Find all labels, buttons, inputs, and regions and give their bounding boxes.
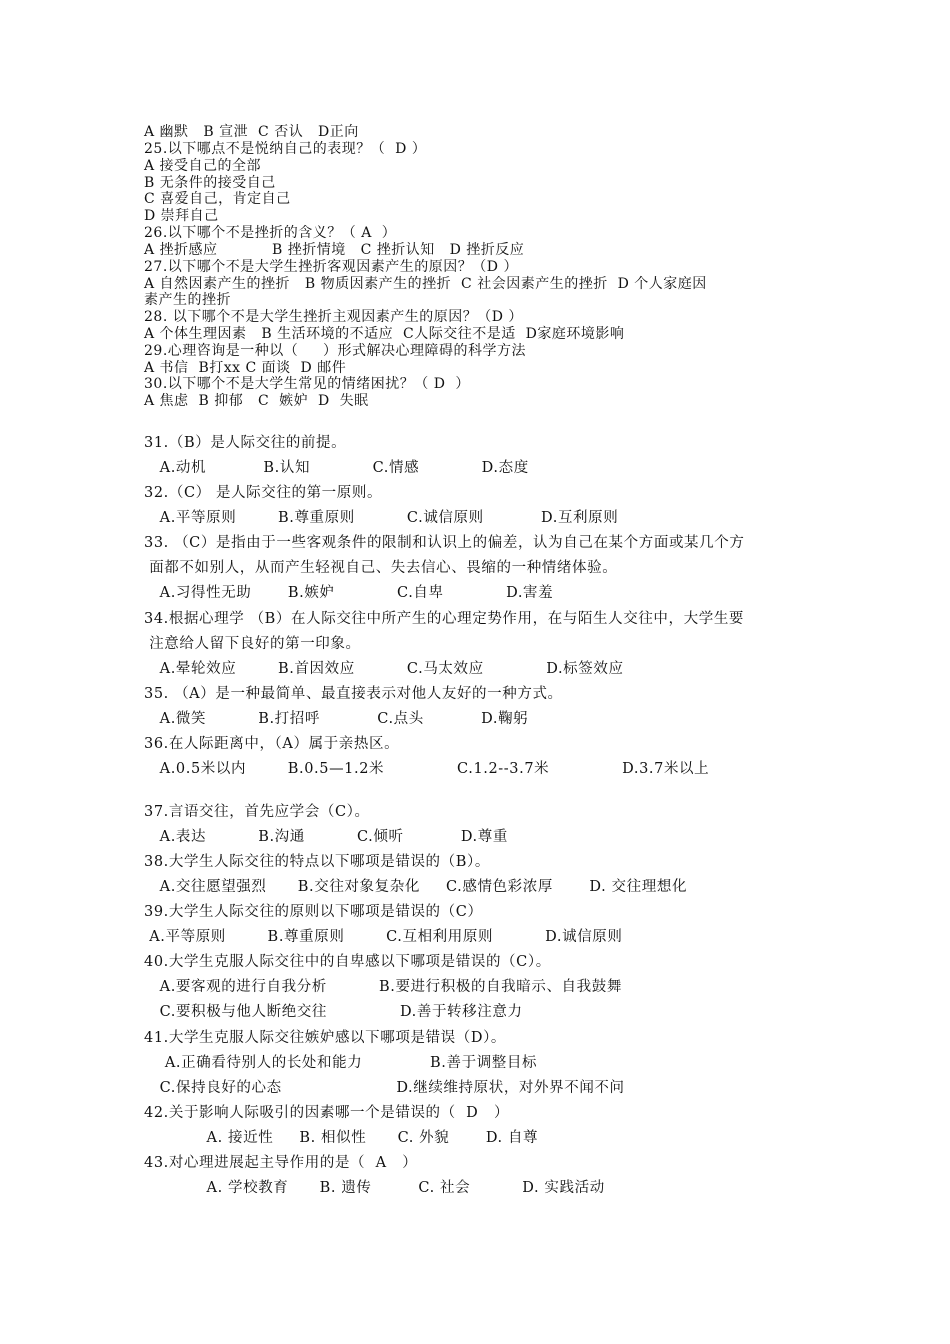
options-41-cd: C.保持良好的心态 D.继续维持原状，对外界不闻不问 — [144, 1080, 625, 1096]
options-43: A. 学校教育 B. 遗传 C. 社会 D. 实践活动 — [144, 1180, 605, 1196]
question-29: 29.心理咨询是一种以（ ）形式解决心理障碍的科学方法 — [144, 343, 527, 359]
question-41: 41.大学生克服人际交往嫉妒感以下哪项是错误（D）。 — [144, 1030, 507, 1046]
question-31: 31.（B）是人际交往的前提。 — [144, 435, 347, 451]
option-25c: C 喜爱自己，肯定自己 — [144, 191, 291, 207]
question-33-cont: 面都不如别人，从而产生轻视自己、失去信心、畏缩的一种情绪体验。 — [144, 560, 618, 576]
question-42: 42.关于影响人际吸引的因素哪一个是错误的（ D ） — [144, 1105, 510, 1121]
options-39: A.平等原则 B.尊重原则 C.互相利用原则 D.诚信原则 — [144, 929, 623, 945]
options-34: A.晕轮效应 B.首因效应 C.马太效应 D.标签效应 — [144, 661, 624, 677]
options-30: A 焦虑 B 抑郁 C 嫉妒 D 失眠 — [144, 393, 369, 409]
question-36: 36.在人际距离中，（A）属于亲热区。 — [144, 736, 400, 752]
option-25a: A 接受自己的全部 — [144, 158, 262, 174]
question-40: 40.大学生克服人际交往中的自卑感以下哪项是错误的（C）。 — [144, 954, 551, 970]
options-29: A 书信 B打xx C 面谈 D 邮件 — [144, 360, 347, 376]
options-32: A.平等原则 B.尊重原则 C.诚信原则 D.互利原则 — [144, 510, 619, 526]
option-25b: B 无条件的接受自己 — [144, 175, 276, 191]
question-34: 34.根据心理学 （B）在人际交往中所产生的心理定势作用，在与陌生人交往中，大学生要 — [144, 611, 745, 627]
question-32: 32.（C） 是人际交往的第一原则。 — [144, 485, 383, 501]
question-38: 38.大学生人际交往的特点以下哪项是错误的（B）。 — [144, 854, 490, 870]
question-25: 25.以下哪点不是悦纳自己的表现？（ D ） — [144, 141, 427, 157]
question-34-cont: 注意给人留下良好的第一印象。 — [144, 636, 361, 652]
options-41-ab: A.正确看待别人的长处和能力 B.善于调整目标 — [144, 1055, 538, 1071]
question-43: 43.对心理进展起主导作用的是（ A ） — [144, 1155, 418, 1171]
question-33: 33. （C）是指由于一些客观条件的限制和认识上的偏差，认为自己在某个方面或某几个方 — [144, 535, 745, 551]
options-27-cont: 素产生的挫折 — [144, 292, 231, 308]
options-31: A.动机 B.认知 C.情感 D.态度 — [144, 460, 529, 476]
question-39: 39.大学生人际交往的原则以下哪项是错误的（C） — [144, 904, 483, 920]
options-37: A.表达 B.沟通 C.倾听 D.尊重 — [144, 829, 508, 845]
question-30: 30.以下哪个不是大学生常见的情绪困扰？（ D ） — [144, 376, 470, 392]
question-27: 27.以下哪个不是大学生挫折客观因素产生的原因？（D ） — [144, 259, 518, 275]
options-26: A 挫折感应 B 挫折情境 C 挫折认知 D 挫折反应 — [144, 242, 525, 258]
question-35: 35. （A）是一种最简单、最直接表示对他人友好的一种方式。 — [144, 686, 563, 702]
options-36: A.0.5米以内 B.0.5—1.2米 C.1.2--3.7米 D.3.7米以上 — [144, 761, 710, 777]
options-33: A.习得性无助 B.嫉妒 C.自卑 D.害羞 — [144, 585, 554, 601]
options-40-cd: C.要积极与他人断绝交往 D.善于转移注意力 — [144, 1004, 523, 1020]
options-line-24: A 幽默 B 宣泄 C 否认 D正向 — [144, 124, 359, 140]
options-40-ab: A.要客观的进行自我分析 B.要进行积极的自我暗示、自我鼓舞 — [144, 979, 622, 995]
options-42: A. 接近性 B. 相似性 C. 外貌 D. 自尊 — [144, 1130, 539, 1146]
options-28: A 个体生理因素 B 生活环境的不适应 C人际交往不是适 D家庭环境影响 — [144, 326, 625, 342]
question-28: 28. 以下哪个不是大学生挫折主观因素产生的原因？（D ） — [144, 309, 523, 325]
options-27: A 自然因素产生的挫折 B 物质因素产生的挫折 C 社会因素产生的挫折 D 个人家庭因 — [144, 276, 707, 292]
option-25d: D 崇拜自己 — [144, 208, 219, 224]
question-26: 26.以下哪个不是挫折的含义？（ A ） — [144, 225, 397, 241]
options-35: A.微笑 B.打招呼 C.点头 D.鞠躬 — [144, 711, 529, 727]
question-37: 37.言语交往，首先应学会（C）。 — [144, 804, 370, 820]
options-38: A.交往愿望强烈 B.交往对象复杂化 C.感情色彩浓厚 D. 交往理想化 — [144, 879, 688, 895]
